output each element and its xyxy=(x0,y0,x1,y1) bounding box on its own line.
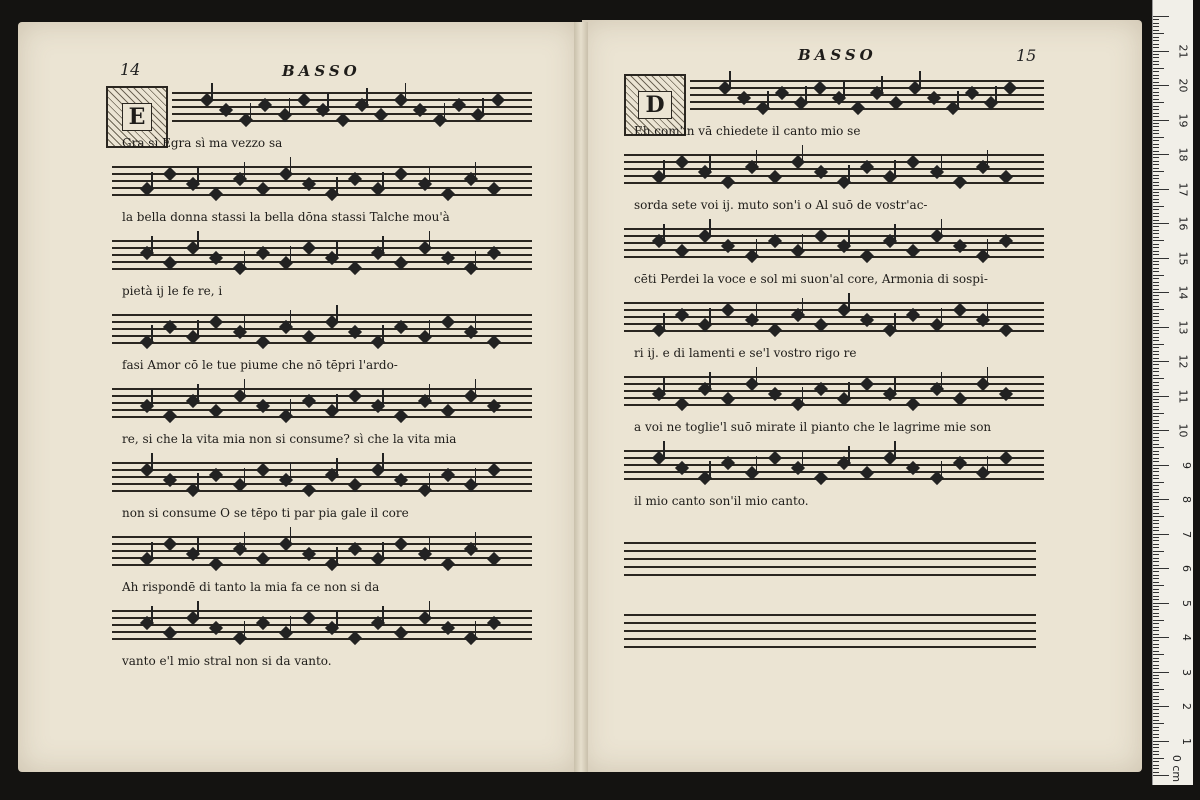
right-lyric-line: Eh com'in vā chiedete il canto mio se xyxy=(634,124,861,138)
left-lyric-line: Gra sì Egra sì ma vezzo sa xyxy=(122,136,283,150)
left-note xyxy=(209,315,223,329)
ruler-number: 1 xyxy=(1180,737,1193,745)
right-note xyxy=(906,155,920,169)
ruler-number: 4 xyxy=(1180,634,1193,641)
right-note xyxy=(675,397,689,411)
right-note xyxy=(953,303,967,317)
ruler-number: 3 xyxy=(1180,668,1193,676)
right-note xyxy=(768,323,782,337)
left-note xyxy=(209,557,223,571)
left-staff xyxy=(112,610,532,644)
right-staff xyxy=(690,80,1044,114)
right-lyric-line: il mio canto son'il mio canto. xyxy=(634,494,809,508)
left-staff xyxy=(172,92,532,126)
ruler-number: 14 xyxy=(1176,285,1190,300)
left-note xyxy=(302,483,316,497)
ruler-number: 11 xyxy=(1176,389,1190,403)
ruler-number: 21 xyxy=(1176,44,1190,58)
right-page-header: BASSO xyxy=(798,46,877,64)
left-page-number: 14 xyxy=(120,60,141,79)
left-note xyxy=(394,537,408,551)
left-note xyxy=(163,167,177,181)
ruler-unit-label: 0 cm xyxy=(1169,754,1183,783)
left-note xyxy=(491,93,505,107)
left-page-header: BASSO xyxy=(282,62,361,80)
left-note xyxy=(256,463,270,477)
right-lyric-line: sorda sete voi ij. muto son'i o Al suō de vostr'ac- xyxy=(634,198,928,212)
left-note xyxy=(394,409,408,423)
ruler-number: 13 xyxy=(1176,320,1190,334)
right-note xyxy=(953,175,967,189)
ruler-number: 7 xyxy=(1180,530,1193,538)
right-note xyxy=(675,155,689,169)
left-note xyxy=(348,261,362,275)
right-empty-staff xyxy=(624,614,1036,648)
left-lyric-line: la bella donna stassi la bella dōna stassi Talche mou'à xyxy=(122,210,450,224)
right-page-number: 15 xyxy=(1016,46,1037,65)
right-note xyxy=(768,451,782,465)
left-note xyxy=(302,611,316,625)
left-note xyxy=(163,537,177,551)
left-note xyxy=(487,463,501,477)
left-note xyxy=(441,315,455,329)
ruler-number: 16 xyxy=(1176,216,1190,231)
right-note xyxy=(721,175,735,189)
ruler-number: 19 xyxy=(1176,113,1190,127)
left-lyric-line: fasi Amor cō le tue piume che nō tēpri l'ardo- xyxy=(122,358,398,372)
right-note xyxy=(814,471,828,485)
left-note xyxy=(441,557,455,571)
right-note xyxy=(999,323,1013,337)
right-staff xyxy=(624,376,1044,410)
left-staff xyxy=(112,536,532,570)
ruler-number: 5 xyxy=(1180,599,1193,607)
right-note xyxy=(813,81,827,95)
left-note xyxy=(209,187,223,201)
left-lyric-line: vanto e'l mio stral non si da vanto. xyxy=(122,654,332,668)
left-staff xyxy=(112,240,532,274)
right-lyric-line: cēti Perdei la voce e sol mi suon'al core, Armonia di sospi- xyxy=(634,272,988,286)
right-decorated-initial: D xyxy=(624,74,686,136)
left-staff xyxy=(112,166,532,200)
right-lyric-line: ri ij. e di lamenti e se'l vostro rigo re xyxy=(634,346,857,360)
book-gutter xyxy=(574,22,588,772)
ruler-number: 15 xyxy=(1176,251,1190,265)
ruler-number: 2 xyxy=(1180,703,1193,710)
ruler-number: 8 xyxy=(1180,496,1193,503)
left-note xyxy=(336,113,350,127)
ruler-number: 12 xyxy=(1176,354,1190,369)
left-note xyxy=(163,409,177,423)
right-lyric-line: a voi ne toglie'l suō mirate il pianto che le lagrime mie son xyxy=(634,420,992,434)
right-staff xyxy=(624,302,1044,336)
measurement-ruler xyxy=(1152,0,1193,785)
left-staff xyxy=(112,388,532,422)
ruler-number: 18 xyxy=(1176,147,1190,162)
left-staff xyxy=(112,314,532,348)
left-decorated-initial: E xyxy=(106,86,168,148)
left-lyric-line: non si consume O se tēpo ti par pia gale il core xyxy=(122,506,409,520)
right-staff xyxy=(624,228,1044,262)
left-note xyxy=(348,631,362,645)
right-note xyxy=(721,303,735,317)
left-note xyxy=(441,187,455,201)
ruler-number: 20 xyxy=(1176,78,1190,93)
right-note xyxy=(851,101,865,115)
left-note xyxy=(487,335,501,349)
right-note xyxy=(860,249,874,263)
left-note xyxy=(297,93,311,107)
left-lyric-line: re, si che la vita mia non si consume? sì che la vita mia xyxy=(122,432,457,446)
left-lyric-line: Ah rispondē di tanto la mia fa ce non si da xyxy=(122,580,380,594)
right-note xyxy=(814,229,828,243)
right-staff xyxy=(624,154,1044,188)
left-lyric-line: pietà ij le fe re, i xyxy=(122,284,223,298)
ruler-number: 10 xyxy=(1176,423,1190,438)
ruler-number: 6 xyxy=(1180,565,1193,572)
right-note xyxy=(906,397,920,411)
right-note xyxy=(860,377,874,391)
left-staff xyxy=(112,462,532,496)
right-empty-staff xyxy=(624,542,1036,576)
right-note xyxy=(999,451,1013,465)
right-note xyxy=(1003,81,1017,95)
left-note xyxy=(302,241,316,255)
left-note xyxy=(256,335,270,349)
ruler-number: 17 xyxy=(1176,182,1190,196)
left-note xyxy=(394,167,408,181)
ruler-number: 9 xyxy=(1180,461,1193,469)
left-note xyxy=(348,389,362,403)
right-staff xyxy=(624,450,1044,484)
